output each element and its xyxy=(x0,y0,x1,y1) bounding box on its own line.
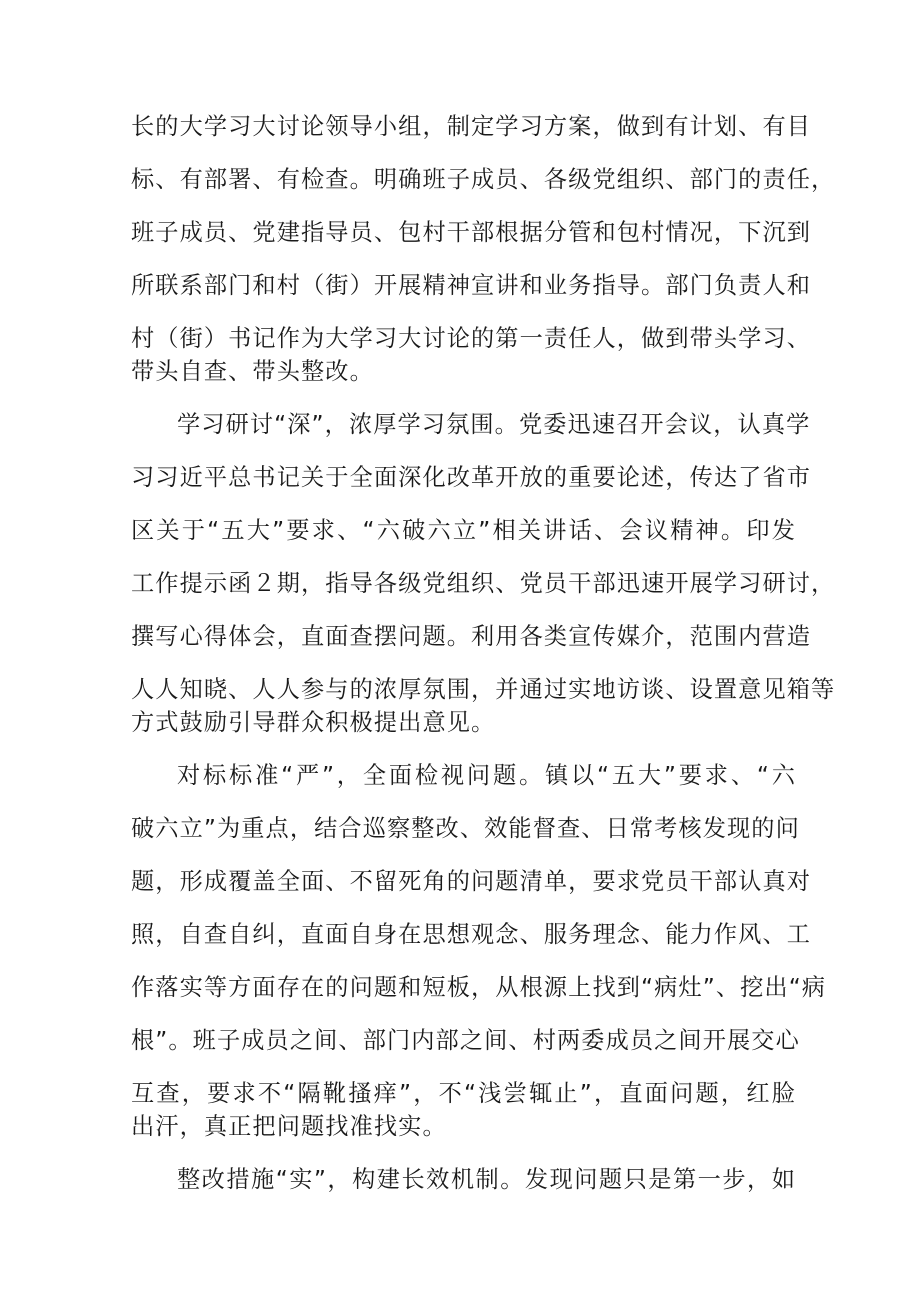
text-line: 工作提示函２期，指导各级党组织、党员干部迅速开展学习研讨， xyxy=(131,570,836,597)
text-line: 标、有部署、有检查。明确班子成员、各级党组织、部门的责任， xyxy=(131,166,836,193)
text-line: 方式鼓励引导群众积极提出意见。 xyxy=(131,709,496,736)
text-line: 根”。班子成员之间、部门内部之间、村两委成员之间开展交心 xyxy=(131,1027,800,1054)
text-line: 长的大学习大讨论领导小组，制定学习方案，做到有计划、有目 xyxy=(131,113,812,140)
text-line: 区关于“五大”要求、“六破六立”相关讲话、会议精神。印发 xyxy=(131,517,796,544)
text-line: 作落实等方面存在的问题和短板，从根源上找到“病灶”、挖出“病 xyxy=(131,974,827,1001)
text-line: 村（街）书记作为大学习大讨论的第一责任人，做到带头学习、 xyxy=(131,325,812,352)
text-line: 破六立”为重点，结合巡察整改、效能督查、日常考核发现的问 xyxy=(131,815,800,842)
text-line: 出汗，真正把问题找准找实。 xyxy=(131,1113,447,1140)
text-line: 人人知晓、人人参与的浓厚氛围，并通过实地访谈、设置意见箱等 xyxy=(131,676,836,703)
paragraph-first-line: 对标标准“严”，全面检视问题。镇以“五大”要求、“六 xyxy=(177,762,796,789)
paragraph-first-line: 学习研讨“深”，浓厚学习氛围。党委迅速召开会议，认真学 xyxy=(177,411,811,438)
text-line: 班子成员、党建指导员、包村干部根据分管和包村情况，下沉到 xyxy=(131,219,812,246)
text-line: 互查，要求不“隔靴搔痒”，不“浅尝辄止”，直面问题，红脸 xyxy=(131,1080,796,1107)
text-line: 撰写心得体会，直面查摆问题。利用各类宣传媒介，范围内营造 xyxy=(131,623,812,650)
text-line: 带头自查、带头整改。 xyxy=(131,358,374,385)
text-line: 照，自查自纠，直面自身在思想观念、服务理念、能力作风、工 xyxy=(131,921,812,948)
paragraph-first-line: 整改措施“实”，构建长效机制。发现问题只是第一步，如 xyxy=(177,1166,796,1193)
text-line: 习习近平总书记关于全面深化改革开放的重要论述，传达了省市 xyxy=(131,464,812,491)
text-line: 所联系部门和村（街）开展精神宣讲和业务指导。部门负责人和 xyxy=(131,272,812,299)
text-line: 题，形成覆盖全面、不留死角的问题清单，要求党员干部认真对 xyxy=(131,868,812,895)
